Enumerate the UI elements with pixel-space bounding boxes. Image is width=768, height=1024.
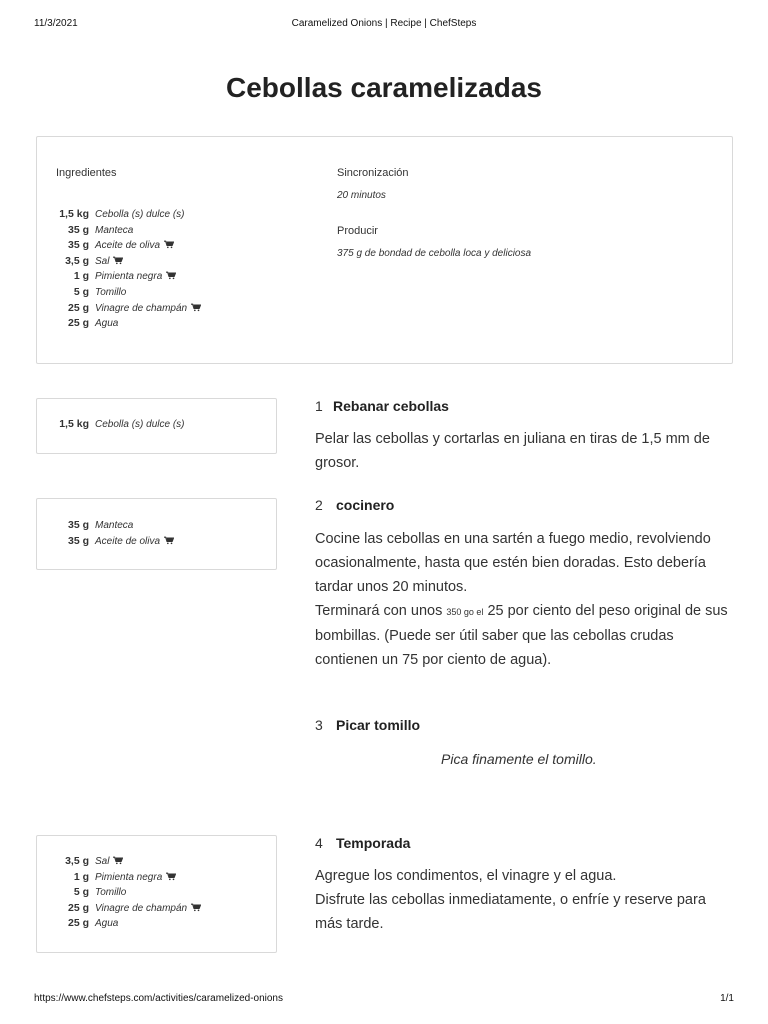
shopping-cart-icon[interactable] xyxy=(166,872,176,881)
ingredient-name-text: Cebolla (s) dulce (s) xyxy=(95,209,185,220)
ingredient-name-text: Aceite de oliva xyxy=(95,240,161,252)
step-1-text xyxy=(315,427,735,475)
ingredient-row xyxy=(37,871,201,887)
ingredient-row xyxy=(37,302,201,318)
ingredient-quantity: 25 g xyxy=(67,317,89,330)
step-1-ingredient-list xyxy=(37,418,184,434)
ingredient-name-text: Manteca xyxy=(95,224,134,236)
step-2-text xyxy=(315,527,735,672)
ingredient-row xyxy=(37,255,201,271)
ingredient-name[interactable] xyxy=(95,903,201,914)
step-1-paragraph: Pelar las cebollas y cortarlas en juliana en tiras de 1,5 mm de grosor. xyxy=(315,431,710,471)
step-1-title: Rebanar cebollas xyxy=(333,398,449,414)
ingredient-quantity: 1,5 kg xyxy=(59,418,89,430)
step-2-ingredients-box xyxy=(36,498,277,570)
ingredient-name-text: Cebolla (s) dulce (s) xyxy=(95,419,185,430)
ingredient-name-text: Vinagre de champán xyxy=(95,902,188,914)
step-2-text-a: Terminará con unos xyxy=(315,603,447,619)
print-doc-title: Caramelized Onions | Recipe | ChefSteps xyxy=(291,18,477,29)
ingredient-name[interactable] xyxy=(95,225,133,236)
ingredient-quantity: 3,5 g xyxy=(65,254,89,267)
print-page-number: 1/1 xyxy=(720,993,734,1004)
ingredient-row xyxy=(37,270,201,286)
print-url: https://www.chefsteps.com/activities/caramelized-onions xyxy=(34,993,283,1004)
step-4-ingredient-list xyxy=(37,855,201,933)
step-2-paragraph-1: Cocine las cebollas en una sartén a fuego medio, revolviendo ocasionalmente, hasta que estén bien doradas. Esto debería tardar unos 20 minutos. xyxy=(315,531,711,595)
step-1-ingredients-box xyxy=(36,398,277,454)
shopping-cart-icon[interactable] xyxy=(113,856,123,865)
step-3-text: Pica finamente el tomillo. xyxy=(441,751,597,767)
ingredient-name[interactable] xyxy=(95,318,118,329)
ingredient-name-text: Sal xyxy=(95,255,110,267)
ingredient-quantity: 1 g xyxy=(73,270,89,283)
print-date: 11/3/2021 xyxy=(34,18,78,29)
shopping-cart-icon[interactable] xyxy=(113,256,123,265)
ingredient-quantity: 35 g xyxy=(67,239,89,252)
ingredient-name[interactable] xyxy=(95,240,174,251)
ingredient-row xyxy=(37,886,201,902)
shopping-cart-icon[interactable] xyxy=(164,240,174,249)
ingredient-name[interactable] xyxy=(95,918,118,929)
ingredient-quantity: 25 g xyxy=(67,917,89,930)
recipe-summary-box xyxy=(36,136,733,364)
ingredient-name-text: Agua xyxy=(95,918,119,930)
ingredient-name[interactable] xyxy=(95,209,184,220)
ingredient-quantity: 35 g xyxy=(67,223,89,236)
step-3-number: 3 xyxy=(315,717,323,733)
ingredient-row xyxy=(37,317,201,333)
ingredient-name[interactable] xyxy=(95,303,201,314)
yield-label: Producir xyxy=(337,225,378,237)
ingredient-row xyxy=(37,519,174,535)
ingredient-quantity: 1 g xyxy=(73,870,89,883)
timing-value: 20 minutos xyxy=(337,190,386,201)
step-2-ingredient-list xyxy=(37,519,174,550)
ingredient-row xyxy=(37,208,201,224)
ingredient-quantity: 5 g xyxy=(73,886,89,899)
step-1-number: 1 xyxy=(315,398,323,414)
ingredient-row xyxy=(37,855,201,871)
ingredients-label: Ingredientes xyxy=(56,167,117,179)
ingredient-name-text: Pimienta negra xyxy=(95,871,163,883)
ingredient-name[interactable] xyxy=(95,536,174,547)
shopping-cart-icon[interactable] xyxy=(166,271,176,280)
step-4-paragraph-2: Disfrute las cebollas inmediatamente, o enfríe y reserve para más tarde. xyxy=(315,892,706,932)
ingredient-name-text: Tomillo xyxy=(95,286,127,298)
shopping-cart-icon[interactable] xyxy=(191,903,201,912)
ingredient-quantity: 25 g xyxy=(67,901,89,914)
step-2-text-c: 25 por ciento del peso original de sus bombillas. (Puede ser útil saber que las cebollas crudas contienen un 75 por ciento de agua). xyxy=(315,603,728,668)
page-title: Cebollas caramelizadas xyxy=(226,72,542,103)
shopping-cart-icon[interactable] xyxy=(191,303,201,312)
ingredient-row xyxy=(37,239,201,255)
ingredient-name-text: Sal xyxy=(95,856,110,867)
ingredient-name[interactable] xyxy=(95,872,176,883)
ingredient-name-text: Aceite de oliva xyxy=(95,535,161,547)
ingredient-name[interactable] xyxy=(95,256,123,267)
ingredient-row xyxy=(37,535,174,551)
ingredient-quantity: 1,5 kg xyxy=(59,208,89,220)
step-4-ingredients-box xyxy=(36,835,277,953)
ingredient-row xyxy=(37,286,201,302)
ingredient-name[interactable] xyxy=(95,856,123,867)
ingredient-name-text: Pimienta negra xyxy=(95,271,163,283)
step-2-text-small: 350 go el xyxy=(446,607,484,617)
ingredient-name-text: Tomillo xyxy=(95,887,127,899)
ingredient-name[interactable] xyxy=(95,520,133,531)
ingredient-name[interactable] xyxy=(95,887,126,898)
ingredient-quantity: 35 g xyxy=(67,519,89,531)
ingredient-quantity: 3,5 g xyxy=(65,855,89,867)
ingredient-row xyxy=(37,902,201,918)
ingredient-quantity: 5 g xyxy=(73,285,89,298)
shopping-cart-icon[interactable] xyxy=(164,536,174,545)
ingredient-row xyxy=(37,917,201,933)
ingredient-name-text: Manteca xyxy=(95,520,134,531)
step-4-text xyxy=(315,864,735,936)
ingredient-name[interactable] xyxy=(95,287,126,298)
ingredient-name-text: Vinagre de champán xyxy=(95,302,188,314)
step-4-title: Temporada xyxy=(336,835,411,851)
ingredient-row xyxy=(37,224,201,240)
step-3-title: Picar tomillo xyxy=(336,717,421,733)
timing-label: Sincronización xyxy=(337,167,409,179)
step-2-number: 2 xyxy=(315,497,323,513)
ingredient-name-text: Agua xyxy=(95,318,119,330)
yield-value: 375 g de bondad de cebolla loca y deliciosa xyxy=(337,248,532,259)
ingredient-quantity: 35 g xyxy=(67,534,89,547)
ingredient-row xyxy=(37,418,184,434)
step-4-number: 4 xyxy=(315,835,323,851)
ingredient-name[interactable] xyxy=(95,419,184,430)
step-4-paragraph-1: Agregue los condimentos, el vinagre y el agua. xyxy=(315,868,617,884)
step-2-title: cocinero xyxy=(336,497,395,513)
ingredient-quantity: 25 g xyxy=(67,301,89,314)
step-2-paragraph-2 xyxy=(315,599,735,672)
ingredient-name[interactable] xyxy=(95,271,176,282)
summary-ingredient-list xyxy=(37,208,201,333)
